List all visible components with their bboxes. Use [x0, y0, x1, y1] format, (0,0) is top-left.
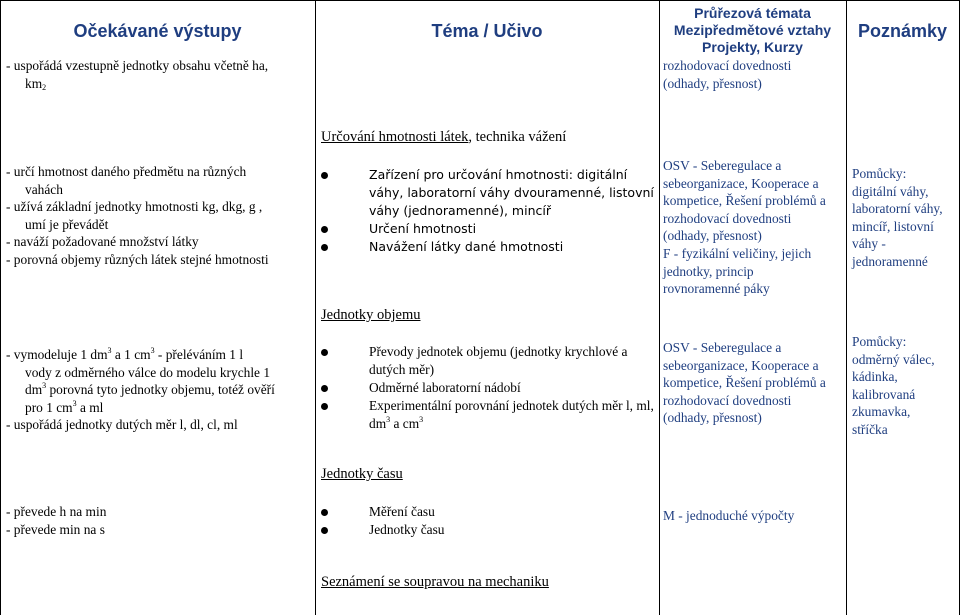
output-line [6, 381, 312, 399]
output-line: - uspořádá jednotky dutých měr l, dl, cl, ml [6, 417, 238, 432]
output-line: - naváží požadované množství látky [6, 234, 199, 249]
grid-line [0, 0, 1, 615]
cross-line: kompetice, Řešení problémů a [663, 375, 826, 391]
cross-line: sebeorganizace, Kooperace a [663, 175, 819, 191]
bullet-text: Experimentální porovnání jednotek dutých měr l, ml, dm [369, 398, 654, 431]
header-cross-line: Projekty, Kurzy [702, 39, 803, 55]
topics-volume [321, 343, 656, 433]
superscript: 3 [107, 346, 112, 355]
grid-line [846, 0, 847, 615]
bullet-text: a cm [390, 416, 420, 431]
note-line: kalibrovaná [852, 386, 916, 402]
header-cross-topics [659, 5, 846, 56]
output-line [6, 75, 312, 93]
bullet-item: Navážení látky dané hmotnosti [321, 238, 656, 256]
header-outputs: Očekávané výstupy [73, 21, 242, 41]
superscript: 3 [72, 398, 77, 408]
cross-row0 [663, 57, 843, 92]
bullet-item: Zařízení pro určování hmotnosti: digitální váhy, laboratorní váhy dvouramenné, listovní váhy (jednoramenné), mincíř [321, 166, 656, 220]
notes-volume [852, 333, 958, 439]
bullet-item [321, 397, 656, 433]
output-text: a ml [76, 399, 104, 415]
cross-line: rozhodovací dovednosti [663, 210, 792, 226]
output-line: - převede min na s [6, 521, 105, 537]
superscript: 3 [386, 415, 391, 424]
note-line: váhy - [852, 236, 886, 252]
cross-line: F - fyzikální veličiny, jejich [663, 245, 812, 261]
output-line: - určí hmotnost daného předmětu na různých [6, 164, 247, 179]
note-line: odměrný válec, [852, 351, 935, 367]
cross-volume [663, 339, 843, 427]
output-line: - uspořádá vzestupně jednotky obsahu včetně ha, [6, 58, 269, 73]
superscript: 2 [42, 82, 47, 92]
section-title-mass [321, 129, 566, 146]
section-title-main: Určování hmotnosti látek [321, 129, 469, 145]
bullet-item: Převody jednotek objemu (jednotky krychlové a dutých měr) [321, 343, 656, 379]
section-title-mechanics: Seznámení se soupravou na mechaniku [321, 574, 549, 590]
note-line: kádinka, [852, 369, 898, 385]
output-text: dm [25, 382, 43, 397]
cross-line: sebeorganizace, Kooperace a [663, 357, 819, 373]
bullet-item: Jednotky času [321, 521, 656, 539]
output-line: - porovná objemy různých látek stejné hmotnosti [6, 251, 269, 267]
output-line: - užívá základní jednotky hmotnosti kg, dkg, g , [6, 199, 263, 214]
cross-line: (odhady, přesnost) [663, 75, 762, 91]
output-line: vahách [25, 181, 63, 197]
note-line: laboratorní váhy, [852, 201, 943, 217]
header-cross-line: Mezipředmětové vztahy [673, 22, 832, 38]
header-cross-line: Průřezová témata [694, 5, 811, 21]
section-title-volume: Jednotky objemu [321, 307, 421, 323]
cross-line: rozhodovací dovednosti [663, 392, 792, 408]
note-line: stříčka [852, 421, 888, 437]
cross-line: kompetice, Řešení problémů a [663, 193, 826, 209]
section-title-suffix: , technika vážení [468, 129, 567, 145]
output-line [6, 399, 312, 417]
topics-time [321, 503, 656, 539]
output-text: km [25, 75, 43, 91]
cross-line: rozhodovací dovednosti [663, 58, 792, 73]
output-text: - vymodeluje 1 dm [6, 347, 108, 362]
note-line: mincíř, listovní [852, 218, 934, 234]
cross-line: rovnoramenné páky [663, 281, 770, 297]
output-line: vody z odměrného válce do modelu krychle 1 [25, 364, 271, 380]
note-line: digitální váhy, [852, 183, 929, 199]
cross-line: (odhady, přesnost) [663, 228, 762, 244]
output-line: - převede h na min [6, 504, 107, 519]
cross-mass [663, 157, 843, 298]
grid-line [659, 0, 660, 615]
superscript: 3 [419, 415, 424, 424]
output-line [6, 346, 312, 364]
outputs-mass [6, 163, 312, 268]
grid-line [315, 0, 316, 615]
outputs-time [6, 503, 312, 538]
cross-line: OSV - Seberegulace a [663, 340, 782, 355]
cross-line: jednotky, princip [663, 263, 754, 279]
section-title-time: Jednotky času [321, 466, 403, 482]
output-text: a 1 cm [111, 347, 151, 362]
output-line: umí je převádět [25, 216, 109, 232]
superscript: 3 [150, 346, 155, 355]
note-line: zkumavka, [852, 404, 911, 420]
header-notes: Poznámky [857, 21, 948, 41]
outputs-volume [6, 346, 312, 434]
header-topic: Téma / Učivo [431, 21, 543, 41]
notes-mass [852, 165, 958, 271]
bullet-item: Měření času [321, 503, 656, 521]
output-text: porovná tyto jednotky objemu, totéž ověří [46, 382, 275, 397]
output-text: - přeléváním 1 l [154, 347, 244, 362]
cross-line: (odhady, přesnost) [663, 410, 762, 426]
grid-line [0, 0, 960, 1]
note-line: jednoramenné [852, 253, 928, 269]
note-line: Pomůcky: [852, 166, 907, 181]
cross-time: M - jednoduché výpočty [663, 508, 795, 523]
bullet-item: Odměrné laboratorní nádobí [321, 379, 656, 397]
outputs-row0 [6, 57, 312, 92]
output-text: pro 1 cm [25, 399, 73, 415]
cross-line: OSV - Seberegulace a [663, 158, 782, 173]
bullet-item: Určení hmotnosti [321, 220, 656, 238]
superscript: 3 [42, 381, 47, 390]
topics-mass [321, 166, 656, 256]
note-line: Pomůcky: [852, 334, 907, 349]
